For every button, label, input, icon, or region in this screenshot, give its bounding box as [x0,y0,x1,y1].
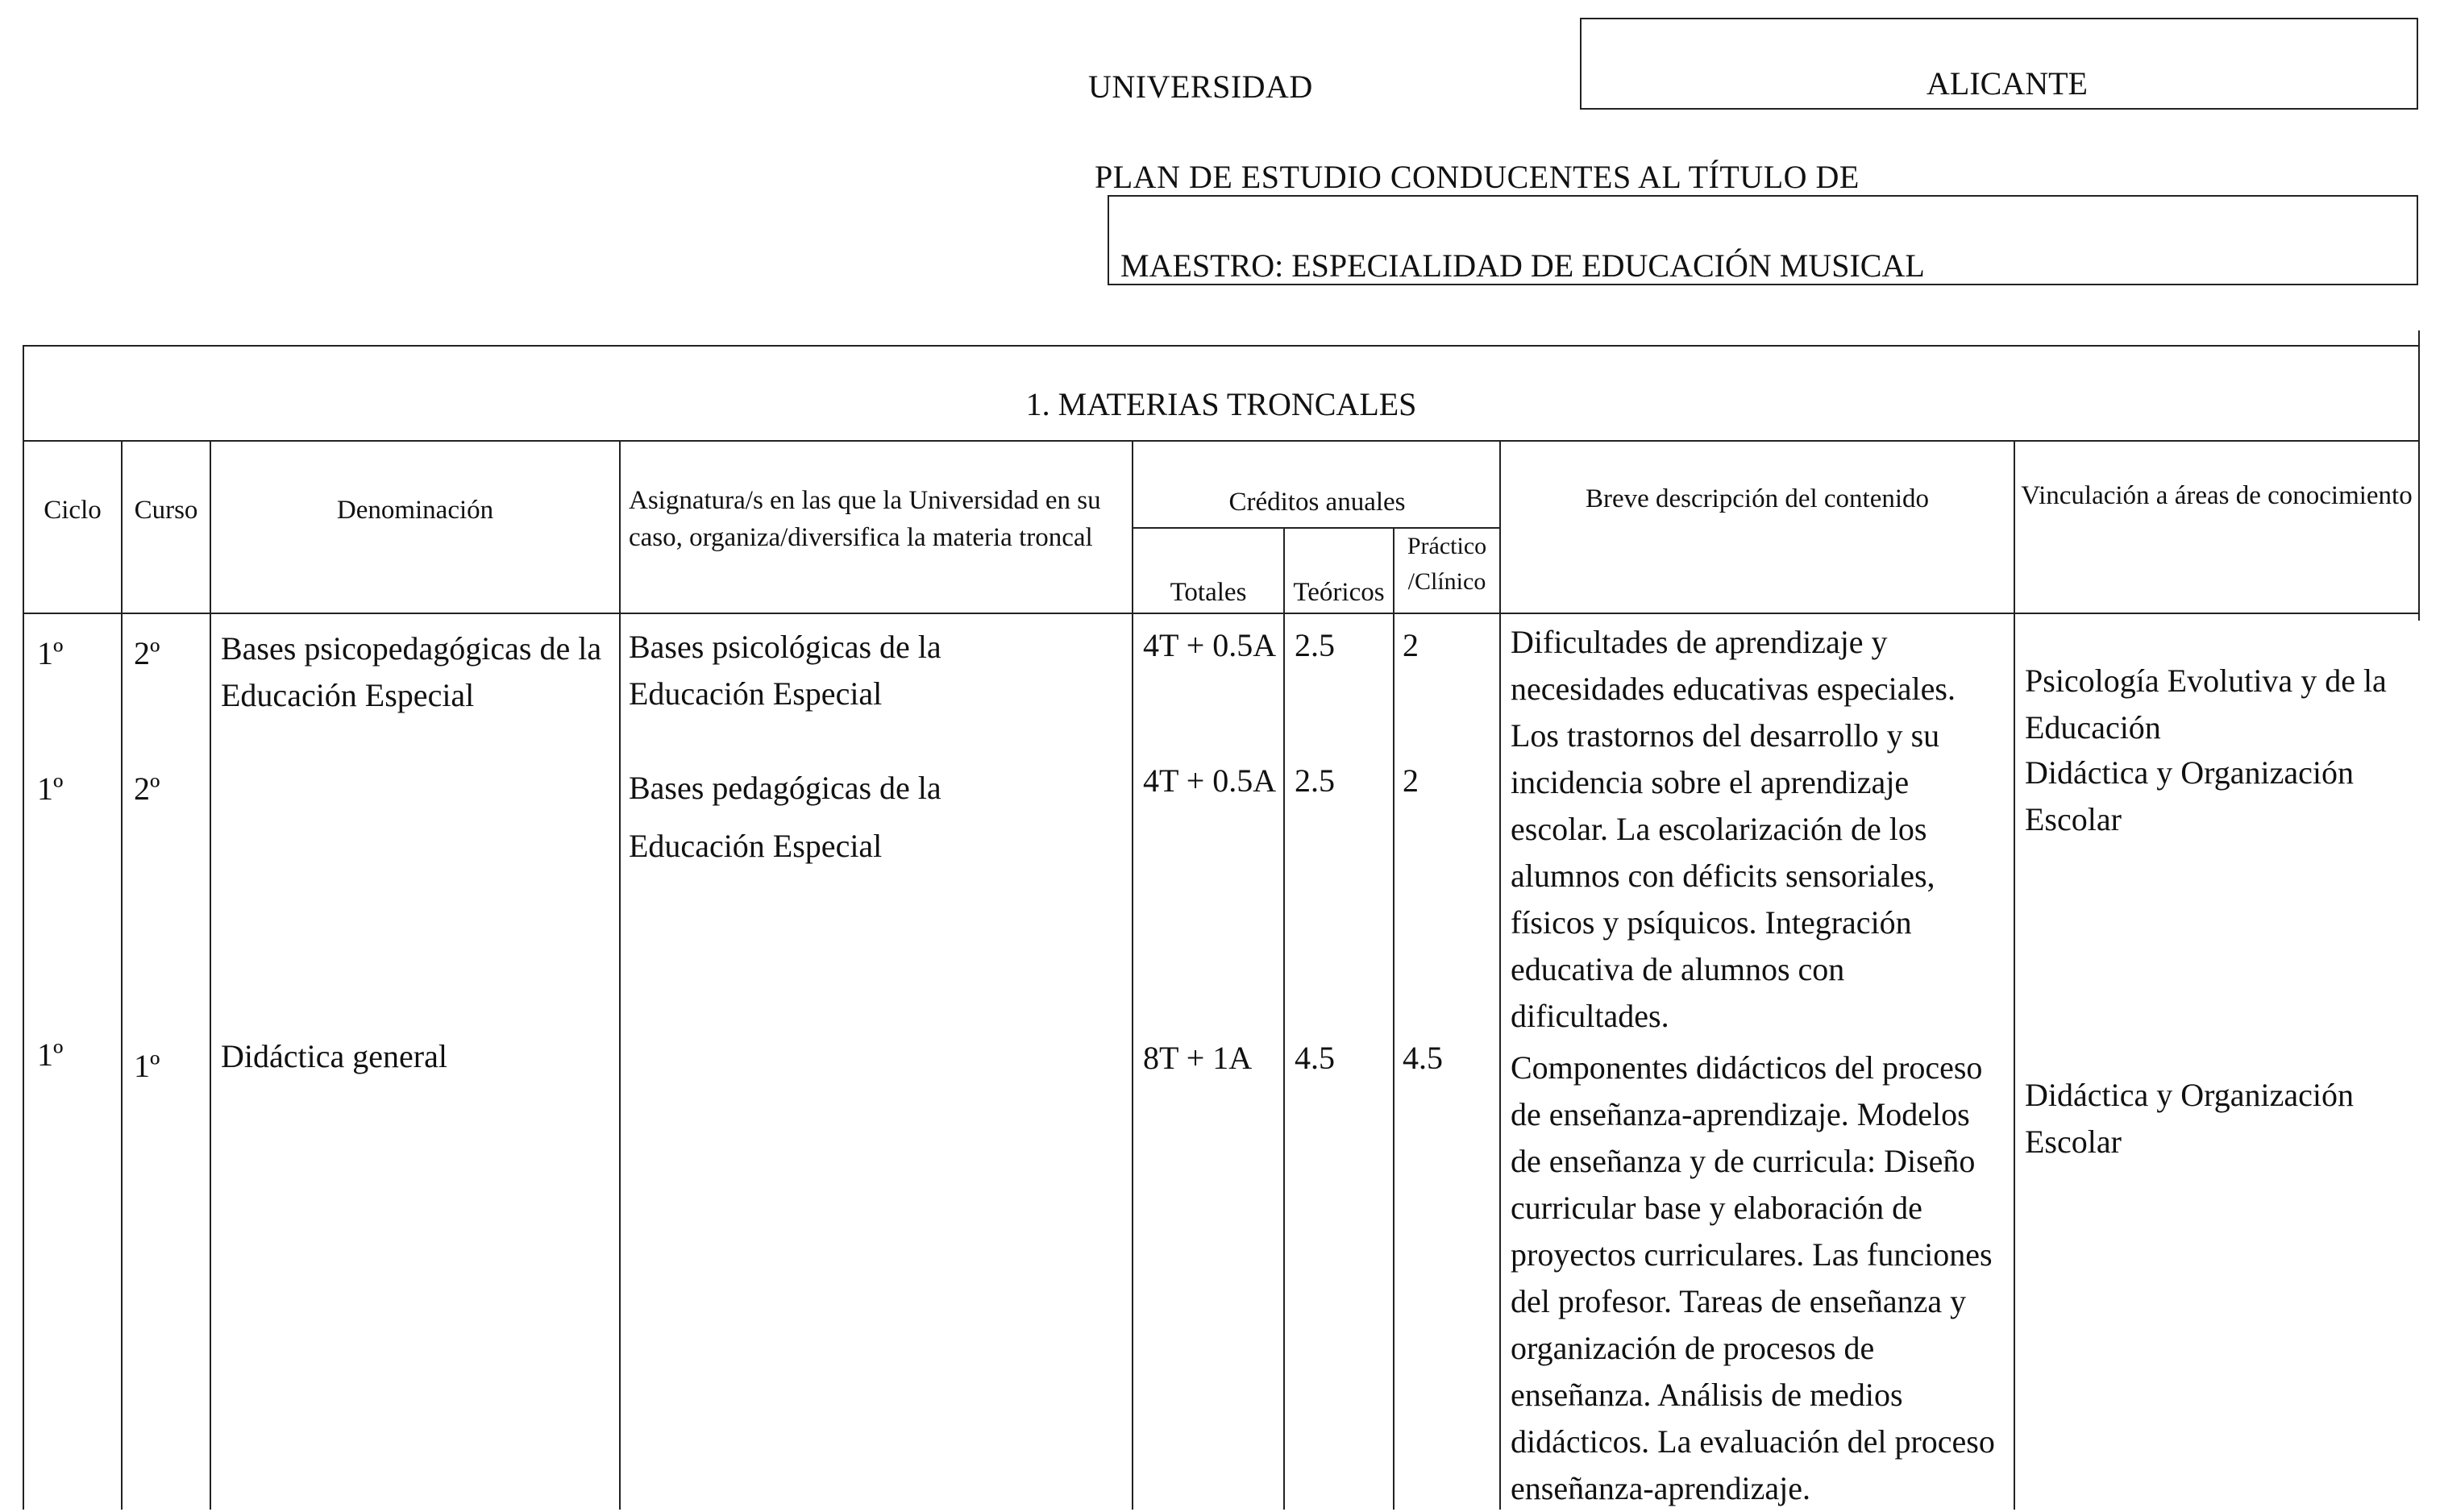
row1-practico: 2 [1403,627,1419,663]
row3-denominacion: Didáctica general [221,1038,447,1074]
row3-practico: 4.5 [1403,1040,1443,1076]
col-header-denominacion: Denominación [336,496,494,525]
col-header-asignaturas: Asignatura/s en las que la Universidad en su caso, organiza/diversifica la materia troncal [629,486,1101,552]
col-header-vinculacion: Vinculación a áreas de conocimiento [2021,481,2413,510]
row1-denominacion: Bases psicopedagógicas de la Educación Especial [221,630,602,713]
row2-teoricos: 2.5 [1295,762,1335,799]
col-header-descripcion: Breve descripción del contenido [1585,484,1930,513]
row1-descripcion: Dificultades de aprendizaje y necesidades educativas especiales. Los trastornos del desarrollo y su incidencia sobre el aprendizaje escolar. La escolarización de los alumnos con déficits sensoriales, físicos y psíquicos. Integración educativa de alumnos con dificultades. [1511,624,1956,1034]
row1-totales: 4T + 0.5A [1143,627,1277,663]
col-header-totales: Totales [1170,578,1247,607]
row2-ciclo: 1º [37,771,64,807]
row1-asignatura: Bases psicológicas de la Educación Especial [629,629,941,712]
row1-ciclo: 1º [37,635,64,671]
row3-ciclo: 1º [37,1036,64,1073]
col-header-creditos: Créditos anuales [1228,488,1406,517]
row3-teoricos: 4.5 [1295,1040,1335,1076]
row3-curso: 1º [134,1048,160,1084]
plan-label: PLAN DE ESTUDIO CONDUCENTES AL TÍTULO DE [1095,159,1860,195]
row3-descripcion: Componentes didácticos del proceso de enseñanza-aprendizaje. Modelos de enseñanza y de curricula: Diseño curricular base y elaboración de proyectos curriculares. Las funciones del profesor. Tareas de enseñanza y organización de procesos de enseñanza. Análisis de medios didácticos. La evaluación del proceso enseñanza-aprendizaje. [1511,1049,1995,1506]
section-title: 1. MATERIAS TRONCALES [1025,386,1417,422]
university-label: UNIVERSIDAD [1088,69,1313,105]
row2-practico: 2 [1403,762,1419,799]
row3-totales: 8T + 1A [1143,1040,1253,1076]
col-header-ciclo: Ciclo [44,496,102,525]
col-header-curso: Curso [134,496,198,525]
row1-vinculacion: Psicología Evolutiva y de la Educación [2025,663,2387,746]
col-header-practico: Práctico /Clínico [1407,533,1487,595]
row2-totales: 4T + 0.5A [1143,762,1277,799]
row2-curso: 2º [134,771,160,807]
row1-teoricos: 2.5 [1295,627,1335,663]
degree-value: MAESTRO: ESPECIALIDAD DE EDUCACIÓN MUSICAL [1120,247,1925,284]
university-value: ALICANTE [1927,65,2088,102]
row2-vinculacion: Didáctica y Organización Escolar [2025,754,2354,837]
row1-curso: 2º [134,635,160,671]
row2-asignatura: Bases pedagógicas de la Educación Especial [629,770,941,864]
row3-vinculacion: Didáctica y Organización Escolar [2025,1077,2354,1160]
col-header-teoricos: Teóricos [1293,578,1385,607]
